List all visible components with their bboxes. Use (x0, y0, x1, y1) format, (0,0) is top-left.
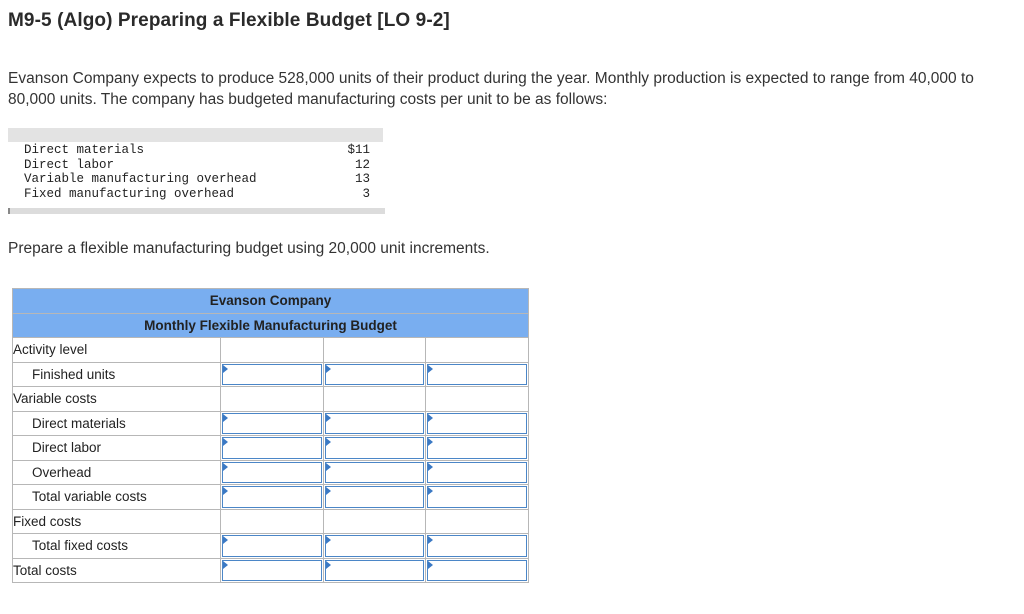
cost-row-direct-labor (24, 158, 376, 173)
direct-labor-input-3[interactable] (427, 437, 527, 459)
flexible-budget-table (12, 288, 529, 583)
total-fixed-costs-input-3[interactable] (427, 535, 527, 557)
dropdown-marker-icon (223, 463, 228, 471)
table-row (13, 485, 529, 510)
total-variable-costs-input-3[interactable] (427, 486, 527, 508)
dropdown-marker-icon (326, 414, 331, 422)
table-row (13, 436, 529, 461)
row-label-activity-level: Activity level (13, 338, 221, 363)
table-row (13, 411, 529, 436)
row-label-total-fixed-costs: Total fixed costs (13, 534, 221, 559)
direct-labor-input-1[interactable] (222, 437, 322, 459)
dropdown-marker-icon (428, 536, 433, 544)
dropdown-marker-icon (326, 438, 331, 446)
total-variable-costs-input-1[interactable] (222, 486, 322, 508)
page-title: M9-5 (Algo) Preparing a Flexible Budget [LO 9-2] (8, 10, 450, 31)
row-label-finished-units: Finished units (13, 362, 221, 387)
total-fixed-costs-input-1[interactable] (222, 535, 322, 557)
dropdown-marker-icon (223, 414, 228, 422)
dropdown-marker-icon (326, 536, 331, 544)
dropdown-marker-icon (428, 487, 433, 495)
finished-units-input-1[interactable] (222, 364, 322, 386)
overhead-input-2[interactable] (325, 462, 425, 484)
company-name-header: Evanson Company (13, 289, 529, 314)
dropdown-marker-icon (223, 438, 228, 446)
dropdown-marker-icon (223, 487, 228, 495)
row-label-overhead: Overhead (13, 460, 221, 485)
finished-units-input-3[interactable] (427, 364, 527, 386)
direct-materials-input-3[interactable] (427, 413, 527, 435)
cost-value: 12 (354, 157, 370, 172)
direct-materials-input-1[interactable] (222, 413, 322, 435)
row-label-total-costs: Total costs (13, 558, 221, 583)
table-row (13, 460, 529, 485)
total-costs-input-3[interactable] (427, 560, 527, 582)
budget-subtitle-header: Monthly Flexible Manufacturing Budget (13, 313, 529, 338)
table-header-row (13, 313, 529, 338)
total-costs-input-2[interactable] (325, 560, 425, 582)
direct-materials-input-2[interactable] (325, 413, 425, 435)
row-label-direct-materials: Direct materials (13, 411, 221, 436)
cost-label: Variable manufacturing overhead (24, 172, 257, 186)
finished-units-input-2[interactable] (325, 364, 425, 386)
cost-row-direct-materials (24, 143, 376, 158)
cost-label: Fixed manufacturing overhead (24, 186, 235, 201)
panel-top-bar (8, 128, 383, 142)
problem-intro: Evanson Company expects to produce 528,000 units of their product during the year. Monthly production is expected to range from 40,000 to 80,000 units. The company has budgeted manufacturing costs per unit to be as follows: (8, 70, 974, 108)
cost-label: Direct materials (24, 143, 145, 157)
cost-label: Direct labor (24, 157, 115, 172)
dropdown-marker-icon (326, 463, 331, 471)
table-row (13, 387, 529, 412)
cost-row-fixed-overhead (24, 187, 376, 202)
dropdown-marker-icon (223, 561, 228, 569)
unit-cost-panel (8, 128, 383, 214)
row-label-direct-labor: Direct labor (13, 436, 221, 461)
dropdown-marker-icon (223, 536, 228, 544)
row-label-total-variable-costs: Total variable costs (13, 485, 221, 510)
total-fixed-costs-input-2[interactable] (325, 535, 425, 557)
dropdown-marker-icon (428, 414, 433, 422)
panel-bottom-bar (8, 208, 385, 214)
cost-value: 3 (362, 186, 370, 201)
dropdown-marker-icon (326, 561, 331, 569)
overhead-input-3[interactable] (427, 462, 527, 484)
row-label-variable-costs: Variable costs (13, 387, 221, 412)
overhead-input-1[interactable] (222, 462, 322, 484)
table-row (13, 338, 529, 363)
table-row (13, 509, 529, 534)
dropdown-marker-icon (428, 561, 433, 569)
dropdown-marker-icon (428, 463, 433, 471)
direct-labor-input-2[interactable] (325, 437, 425, 459)
dropdown-marker-icon (428, 365, 433, 373)
dropdown-marker-icon (326, 487, 331, 495)
dropdown-marker-icon (326, 365, 331, 373)
dropdown-marker-icon (223, 365, 228, 373)
cost-value: $11 (347, 143, 370, 157)
total-variable-costs-input-2[interactable] (325, 486, 425, 508)
table-row (13, 362, 529, 387)
table-row (13, 558, 529, 583)
instruction-text: Prepare a flexible manufacturing budget using 20,000 unit increments. (8, 240, 490, 257)
row-label-fixed-costs: Fixed costs (13, 509, 221, 534)
cost-row-variable-overhead (24, 172, 376, 187)
table-header-row (13, 289, 529, 314)
cost-value: 13 (354, 172, 370, 186)
total-costs-input-1[interactable] (222, 560, 322, 582)
table-row (13, 534, 529, 559)
dropdown-marker-icon (428, 438, 433, 446)
